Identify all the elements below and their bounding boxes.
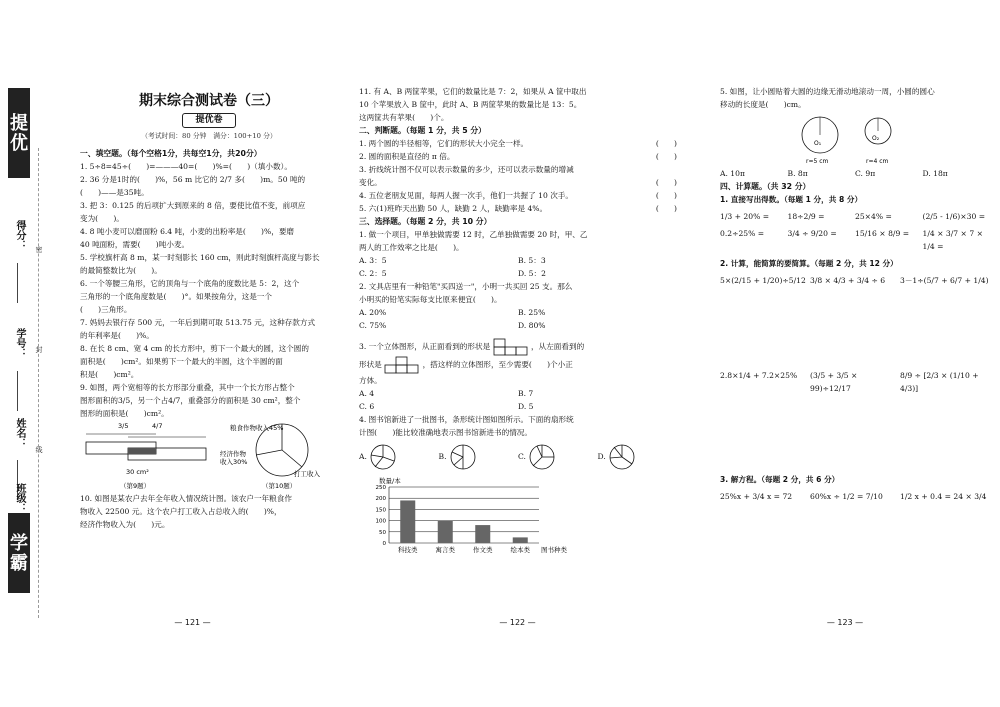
page-121 xyxy=(0,0,345,707)
small-radius-label: r=4 cm xyxy=(866,158,889,165)
answer-paren: ( ) xyxy=(655,139,677,148)
question-10-line1: 10. 如图是某农户去年全年收入情况统计图。该农户一年粮食作 xyxy=(80,494,292,503)
bar-ytick-label: 200 xyxy=(375,496,386,503)
section-fill-blank: 一、填空题。（每个空格1分，共每空1分，共20分） xyxy=(80,149,262,158)
book-bar-chart xyxy=(359,477,677,561)
question-6-line1: 6. 一个等腰三角形，它的顶角与一个底角的度数比是 5：2，这个 xyxy=(80,279,300,288)
option-a: A. 3：5 xyxy=(359,256,387,265)
choice-3-options-row1 xyxy=(359,387,677,400)
answer-paren: ( ) xyxy=(655,191,677,200)
direct-answer-item: 25×4% = xyxy=(855,212,892,221)
figures-9-10 xyxy=(80,420,338,492)
front-view-shape xyxy=(493,338,529,356)
left-view-shape xyxy=(384,356,420,374)
option-c: C. 75% xyxy=(359,321,387,330)
section-choice: 三、选择题。（每题 2 分，共 10 分） xyxy=(359,217,492,226)
pie-option-a: A. xyxy=(359,443,439,473)
choice-2-options-row1 xyxy=(359,306,677,319)
calc-item: 5×(2/15 + 1/20)÷5/12 xyxy=(720,276,806,285)
page-number: — 121 — xyxy=(174,618,211,627)
bar-ytick-label: 150 xyxy=(375,507,386,514)
equation-item: 25%x + 3/4 x = 72 xyxy=(720,492,793,501)
question-7-line1: 7. 妈妈去银行存 500 元，一年后到期可取 513.75 元，这种存款方式 xyxy=(80,318,316,327)
calc-item: 3/8 × 4/3 + 3/4 ÷ 6 xyxy=(810,276,886,285)
option-c: C. 2：5 xyxy=(359,269,387,278)
option-d: D. 5：2 xyxy=(518,269,546,278)
choice-1-options-row1 xyxy=(359,254,677,267)
question-10-line2: 物收入 22500 元。这个农户打工收入占总收入的( )%， xyxy=(80,507,282,516)
option-a: A. 4 xyxy=(359,389,375,398)
judge-3-line2: 变化。 ( ) xyxy=(359,178,677,187)
option-c: C. 9π xyxy=(855,169,876,178)
subsection-calculate: 2. 计算，能简算的要简算。（每题 2 分，共 12 分） xyxy=(720,259,898,268)
bar-2 xyxy=(475,525,490,543)
bar-category-label: 科技类 xyxy=(398,546,418,554)
score-field-label: 得分： xyxy=(14,220,25,250)
choice-4-pie-options xyxy=(359,443,677,473)
small-center-label: O₂ xyxy=(872,135,880,142)
page-number: — 123 — xyxy=(826,618,864,627)
question-5-line2: 的最简整数比为( )。 xyxy=(80,266,162,275)
score-field-line xyxy=(17,263,18,303)
direct-answer-item: 18÷2/9 = xyxy=(787,212,825,221)
fig10-work-label: 打工收入 xyxy=(294,470,320,478)
choice-2-line2: 小明买的铅笔实际每支比原来便宜( )。 xyxy=(359,295,502,304)
question-4-line1: 4. 8 吨小麦可以磨面粉 6.4 吨，小麦的出粉率是( )%，要磨 xyxy=(80,227,295,236)
question-2-line2: ( )——是35吨。 xyxy=(80,188,149,197)
question-6-line2: 三角形的一个底角度数是( )°。如果按角分，这是一个 xyxy=(80,292,272,301)
option-d: D. 18π xyxy=(922,169,948,178)
equations-row xyxy=(720,490,990,503)
direct-answer-item: 0.2÷25% = xyxy=(720,229,765,238)
question-11-line1: 11. 有 A、B 两筐苹果，它们的数量比是 7：2，如果从 A 筐中取出 xyxy=(359,87,587,96)
option-a: A. 20% xyxy=(359,308,387,317)
fig9-fraction-4-7: 4/7 xyxy=(152,422,163,430)
bar-ytick-label: 50 xyxy=(379,529,386,536)
choice-1-line1: 1. 做一个项目，甲单独做需要 12 时，乙单独做需要 20 时，甲、乙 xyxy=(359,230,588,239)
fig9-overlap xyxy=(128,448,156,454)
answer-paren: ( ) xyxy=(655,204,677,213)
option-b: B. 25% xyxy=(518,308,546,317)
page1-content xyxy=(80,88,338,531)
direct-answer-item: 15/16 × 8/9 = xyxy=(855,229,910,238)
sidebar-band-bottom: 学霸 xyxy=(8,513,30,593)
question-8-line1: 8. 在长 8 cm、宽 4 cm 的长方形中，剪下一个最大的圆，这个圆的 xyxy=(80,344,309,353)
question-3-line2: 变为( )。 xyxy=(80,214,124,223)
bar-3 xyxy=(513,537,528,543)
work-space xyxy=(720,395,990,473)
seal-mark-mi: 密 xyxy=(35,246,43,253)
choice-3-line2: 形状是 ，搭这样的立体图形，至少需要( )个小正 xyxy=(359,356,677,374)
judge-5: 5. 六(1)班昨天出勤 50 人，缺勤 2 人，缺勤率是 4%。 ( ) xyxy=(359,204,677,213)
student-id-label: 学号： xyxy=(14,328,25,358)
question-3-line1: 3. 把 3：0.125 的后项扩大到原来的 8 倍，要使比值不变，前项应 xyxy=(80,201,306,210)
choice-5-line1: 5. 如图，让小圆贴着大圆的边缘无滑动地滚动一周，小圆的圆心 xyxy=(720,87,935,96)
choice-1-options-row2 xyxy=(359,267,677,280)
fig10-pie-divider-3 xyxy=(256,450,282,455)
choice-3-line1: 3. 一个立体图形，从正面看到的形状是 ，从左面看到的 xyxy=(359,338,677,356)
pie-option-c: C. xyxy=(518,443,598,473)
large-radius-label: r=5 cm xyxy=(806,158,829,165)
choice-5-line2: 移动的长度是( )cm。 xyxy=(720,100,806,109)
bar-category-label: 寓言类 xyxy=(435,546,455,554)
choice-4-line1: 4. 图书馆新进了一批图书，条形统计图如图所示。下面的扇形统 xyxy=(359,415,574,424)
page3-content xyxy=(720,85,990,503)
calculate-row2 xyxy=(720,369,990,395)
page-122 xyxy=(345,0,690,707)
question-9-line1: 9. 如图，两个宽相等的长方形部分重叠，其中一个长方形占整个 xyxy=(80,383,295,392)
option-c: C. 6 xyxy=(359,402,375,411)
direct-answers-row1 xyxy=(720,210,990,223)
question-7-line2: 的年利率是( )%。 xyxy=(80,331,154,340)
question-10-line3: 经济作物收入为( )元。 xyxy=(80,520,170,529)
judge-3-line1: 3. 折线统计图不仅可以表示数量的多少，还可以表示数量的增减 xyxy=(359,165,574,174)
difficulty-badge: 提优卷 xyxy=(182,113,236,128)
question-9-line2: 图形面积的3/5，另一个占4/7，重叠部分的面积是 30 cm²，整个 xyxy=(80,396,301,405)
direct-answer-item: 3/4 ÷ 9/20 = xyxy=(787,229,837,238)
student-id-line xyxy=(17,371,18,411)
seal-mark-xian: 线 xyxy=(35,446,43,453)
bar-x-axis-label: 图书种类 xyxy=(541,546,567,554)
rolling-circles-figure xyxy=(720,111,990,167)
bar-ytick-label: 100 xyxy=(375,518,386,525)
fig9-overlap-label: 30 cm² xyxy=(126,468,149,476)
choice-3-options-row2 xyxy=(359,400,677,413)
question-1: 1. 5÷8=45÷( )=———40=( )%=( )（填小数）。 xyxy=(80,162,292,171)
choice-2-line1: 2. 文具店里有一种铅笔"买四送一"，小明一共买回 25 支。那么 xyxy=(359,282,573,291)
bar-0 xyxy=(400,500,415,543)
question-11-line2: 10 个苹果放入 B 筐中，此时 A、B 两筐苹果的数量比是 13：5。 xyxy=(359,100,582,109)
option-d: D. 5 xyxy=(518,402,534,411)
calc-item: (3/5 + 3/5 × 99)÷12/17 xyxy=(810,371,858,393)
page-title: 期末综合测试卷（三） xyxy=(139,93,279,109)
question-5-line1: 5. 学校旗杆高 8 m，某一时刻影长 160 cm，则此时刻旗杆高度与影长 xyxy=(80,253,320,262)
bar-category-label: 绘本类 xyxy=(510,546,530,554)
choice-1-line2: 两人的工作效率之比是( )。 xyxy=(359,243,464,252)
equation-item: 60%x ÷ 1/2 = 7/10 xyxy=(810,492,883,501)
question-8-line2: 面积是( )cm²。如果剪下一个最大的半圆，这个半圆的面 xyxy=(80,357,283,366)
calc-item: 3－1÷(5/7 + 6/7 + 1/4) xyxy=(900,276,989,285)
question-8-line3: 积是( )cm²。 xyxy=(80,370,139,379)
binding-sidebar xyxy=(0,88,52,648)
subsection-equations: 3. 解方程。（每题 2 分，共 6 分） xyxy=(720,475,840,484)
page-123 xyxy=(690,0,1000,707)
fig10-grain-label: 粮食作物收入45% xyxy=(230,424,284,432)
overlap-rectangles-figure xyxy=(80,420,338,492)
direct-answer-item: (2/5 - 1/6)×30 = xyxy=(922,212,986,221)
choice-5-options xyxy=(720,167,990,180)
bar-chart-ylabel: 数量/本 xyxy=(379,477,401,485)
bar-ytick-label: 0 xyxy=(382,541,386,547)
work-space xyxy=(720,287,990,365)
choice-2-options-row2 xyxy=(359,319,677,332)
bar-category-label: 作文类 xyxy=(473,546,493,554)
fig10-caption: （第10题） xyxy=(262,482,297,490)
calc-item: 2.8×1/4 + 7.2×25% xyxy=(720,371,798,380)
direct-answer-item: 1/4 × 3/7 × 7 × 1/4 = xyxy=(922,229,983,251)
choice-3-line3: 方体。 xyxy=(359,376,382,385)
section-true-false: 二、判断题。（每题 1 分，共 5 分） xyxy=(359,126,486,135)
bar-chart-svg xyxy=(359,477,579,557)
page-number: — 122 — xyxy=(499,618,536,627)
judge-2: 2. 圆的面积是直径的 π 倍。 ( ) xyxy=(359,152,677,161)
pie-option-d: D. xyxy=(598,443,678,473)
judge-4: 4. 五位老朋友见面，每两人握一次手，他们一共握了 10 次手。 ( ) xyxy=(359,191,677,200)
option-a: A. 10π xyxy=(720,169,745,178)
subsection-direct-answers: 1. 直接写出得数。（每题 1 分，共 8 分） xyxy=(720,195,863,204)
answer-paren: ( ) xyxy=(655,152,677,161)
pie-option-b: B. xyxy=(439,443,519,473)
equation-item: 1/2 x + 0.4 = 24 × 3/4 xyxy=(900,492,987,501)
option-b: B. 8π xyxy=(787,169,808,178)
bar-ytick-label: 250 xyxy=(375,485,386,491)
large-center-label: O₁ xyxy=(814,140,822,147)
direct-answers-row2 xyxy=(720,227,990,253)
seal-dashed-line xyxy=(38,148,39,618)
question-9-line3: 图形的面积是( )cm²。 xyxy=(80,409,169,418)
bar-1 xyxy=(438,521,453,543)
question-6-line3: ( )三角形。 xyxy=(80,305,132,314)
fig9-fraction-3-5: 3/5 xyxy=(118,422,129,430)
judge-1: 1. 两个圆的半径相等，它们的形状大小完全一样。 ( ) xyxy=(359,139,677,148)
question-4-line2: 40 吨面粉，需要( )吨小麦。 xyxy=(80,240,190,249)
answer-paren: ( ) xyxy=(655,178,677,187)
exam-info: （考试时间：80 分钟 满分：100+10 分） xyxy=(141,132,277,140)
page2-content xyxy=(359,85,677,561)
question-11-line3: 这两筐共有苹果( )个。 xyxy=(359,113,449,122)
option-d: D. 80% xyxy=(518,321,546,330)
fig10-pie-divider-2 xyxy=(282,450,302,467)
fig9-caption: （第9题） xyxy=(120,482,151,490)
choice-4-line2: 计图( )能比较准确地表示图书馆新进书的情况。 xyxy=(359,428,532,437)
calc-item: 8/9 ÷ [2/3 × (1/10 + 4/3)] xyxy=(900,371,979,393)
class-label: 班级： xyxy=(14,483,25,513)
section-calculation: 四、计算题。（共 32 分） xyxy=(720,182,811,191)
seal-mark-feng: 封 xyxy=(35,346,43,353)
name-label: 姓名： xyxy=(14,418,25,448)
sidebar-band-top: 提优 xyxy=(8,88,30,178)
fig10-econ-label-1: 经济作物 xyxy=(220,450,246,458)
option-b: B. 7 xyxy=(518,389,534,398)
direct-answer-item: 1/3 + 20% = xyxy=(720,212,770,221)
calculate-row1 xyxy=(720,274,990,287)
question-2-line1: 2. 36 分是1时的( )%，56 m 比它的 2/7 多( )m。50 吨的 xyxy=(80,175,306,184)
fig10-econ-label-2: 收入30% xyxy=(220,458,248,466)
option-b: B. 5：3 xyxy=(518,256,546,265)
